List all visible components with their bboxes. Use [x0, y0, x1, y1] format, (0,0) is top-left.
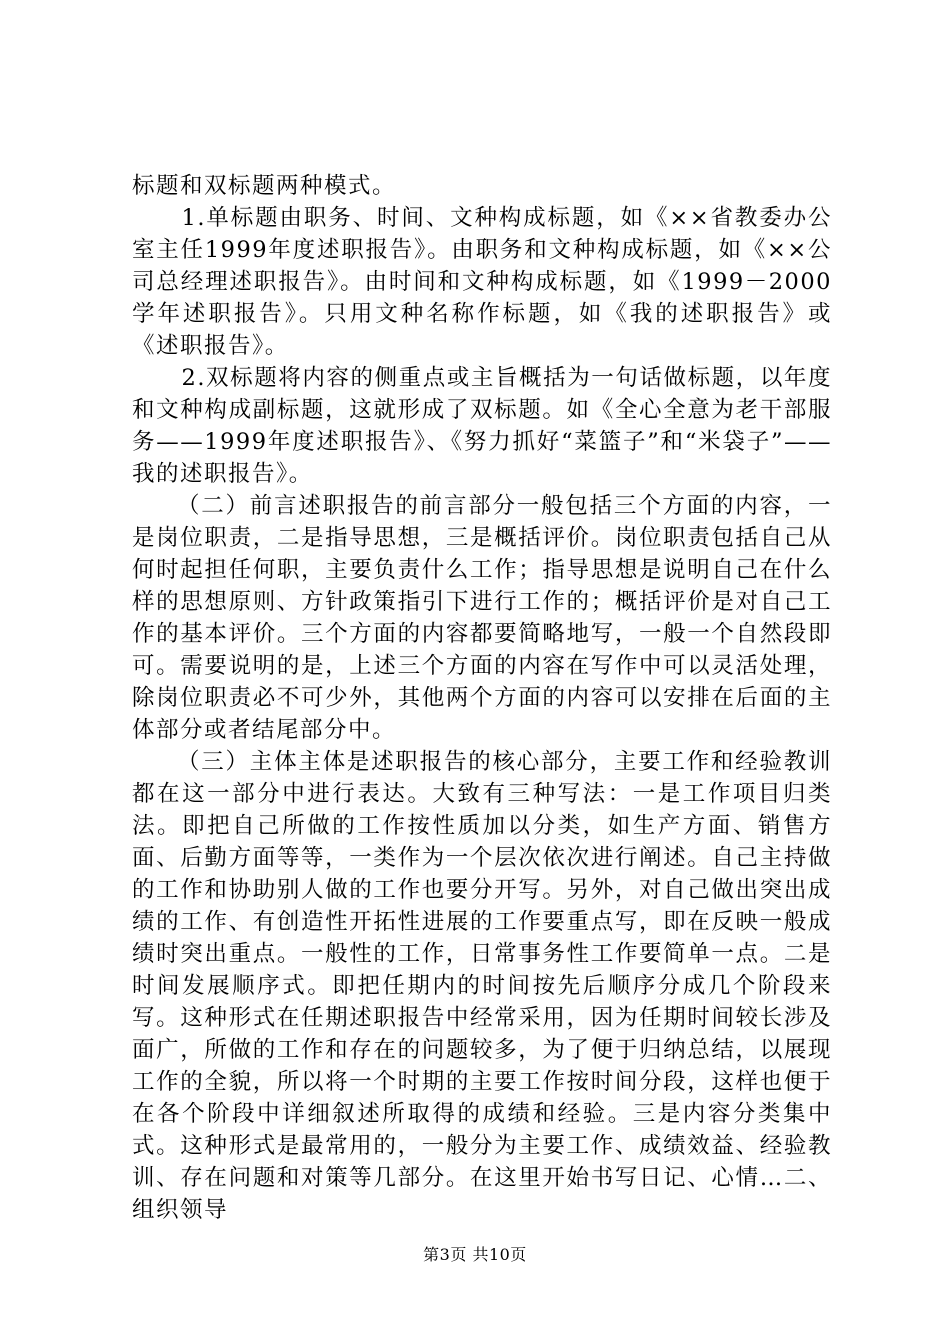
paragraph-single-title: 1.单标题由职务、时间、文种构成标题，如《××省教委办公室主任1999年度述职报告》。由职务和文种构成标题，如《××公司总经理述职报告》。由时间和文种构成标题，如《1999－2000学年述职报告》。只用文种名称作标题，如《我的述职报告》或《述职报告》。 — [132, 205, 832, 359]
page-number-footer: 第3页 共10页 — [423, 1245, 527, 1264]
paragraph-preface: （二）前言述职报告的前言部分一般包括三个方面的内容，一是岗位职责，二是指导思想，三是概括评价。岗位职责包括自己从何时起担任何职，主要负责什么工作；指导思想是说明自己在什么样的思想原则、方针政策指引下进行工作的；概括评价是对自己工作的基本评价。三个方面的内容都要简略地写，一般一个自然段即可。需要说明的是，上述三个方面的内容在写作中可以灵活处理，除岗位职责必不可少外，其他两个方面的内容可以安排在后面的主体部分或者结尾部分中。 — [132, 493, 832, 743]
document-body — [132, 170, 832, 1226]
paragraph-title-modes: 标题和双标题两种模式。 — [132, 173, 397, 199]
paragraph-main-body: （三）主体主体是述职报告的核心部分，主要工作和经验教训都在这一部分中进行表达。大致有三种写法：一是工作项目归类法。即把自己所做的工作按性质加以分类，如生产方面、销售方面、后勤方面等等，一类作为一个层次依次进行阐述。自己主持做的工作和协助别人做的工作也要分开写。另外，对自己做出突出成绩的工作、有创造性开拓性进展的工作要重点写，即在反映一般成绩时突出重点。一般性的工作，日常事务性工作要简单一点。二是时间发展顺序式。即把任期内的时间按先后顺序分成几个阶段来写。这种形式在任期述职报告中经常采用，因为任期时间较长涉及面广，所做的工作和存在的问题较多，为了便于归纳总结，以展现工作的全貌，所以将一个时期的主要工作按时间分段，这样也便于在各个阶段中详细叙述所取得的成绩和经验。三是内容分类集中式。这种形式是最常用的，一般分为主要工作、成绩效益、经验教训、存在问题和对策等几部分。在这里开始书写日记、心情…二、组织领导 — [132, 749, 832, 1223]
paragraph-double-title: 2.双标题将内容的侧重点或主旨概括为一句话做标题，以年度和文种构成副标题，这就形成了双标题。如《全心全意为老干部服务——1999年度述职报告》、《努力抓好“菜篮子”和“米袋子”——我的述职报告》。 — [132, 365, 832, 487]
